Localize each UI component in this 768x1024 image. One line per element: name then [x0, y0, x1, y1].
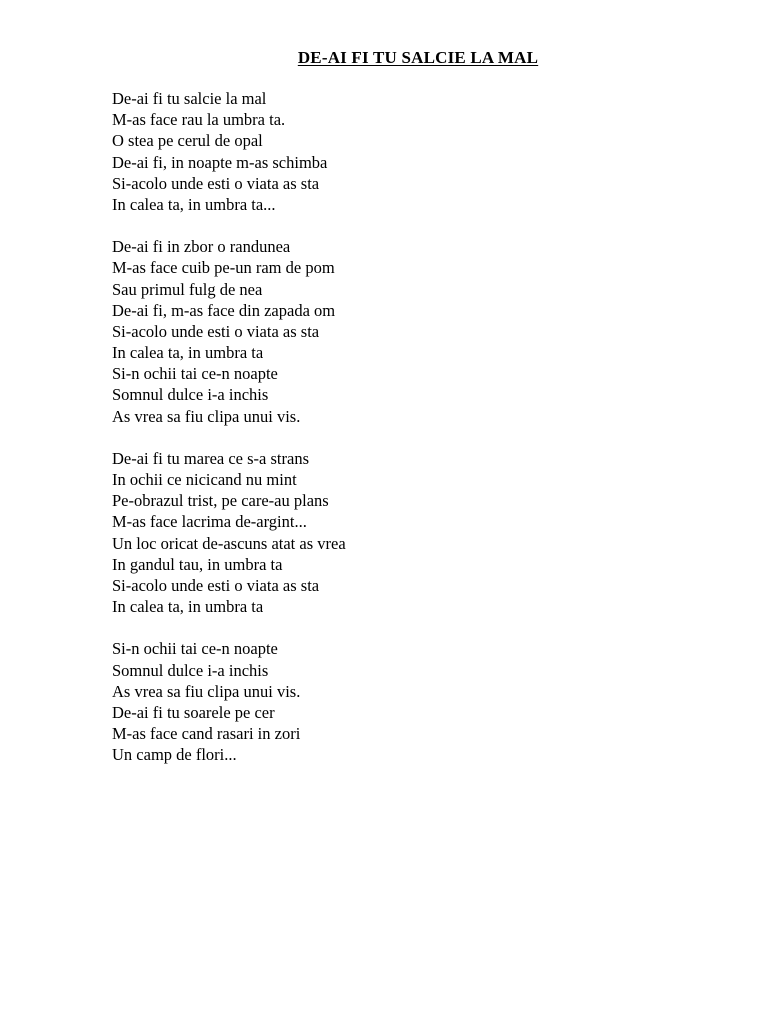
poem-line: In calea ta, in umbra ta	[112, 343, 264, 363]
poem-line: De-ai fi in zbor o randunea	[112, 237, 291, 257]
poem-line: M-as face cuib pe-un ram de pom	[112, 258, 335, 278]
poem-line: Si-n ochii tai ce-n noapte	[112, 639, 278, 659]
poem-line: Somnul dulce i-a inchis	[112, 385, 269, 405]
poem-line: Pe-obrazul trist, pe care-au plans	[112, 491, 329, 511]
poem-line: M-as face lacrima de-argint...	[112, 512, 307, 532]
poem-line: O stea pe cerul de opal	[112, 131, 263, 151]
poem-line: Si-acolo unde esti o viata as sta	[112, 173, 320, 193]
poem-line: M-as face cand rasari in zori	[112, 724, 301, 744]
poem-title: DE-AI FI TU SALCIE LA MAL	[297, 48, 539, 67]
poem-line: As vrea sa fiu clipa unui vis.	[112, 406, 301, 426]
poem-line: In calea ta, in umbra ta	[112, 597, 264, 617]
poem-line: Si-acolo unde esti o viata as sta	[112, 321, 320, 341]
poem-line: Si-n ochii tai ce-n noapte	[112, 364, 278, 384]
poem-line: In ochii ce nicicand nu mint	[112, 470, 297, 489]
stanza-4	[112, 638, 712, 765]
poem-line: De-ai fi tu salcie la mal	[112, 89, 267, 108]
poem-line: Si-acolo unde esti o viata as sta	[112, 575, 320, 595]
poem-line: In gandul tau, in umbra ta	[112, 554, 283, 574]
stanza-3	[112, 448, 712, 618]
poem-line: De-ai fi, in noapte m-as schimba	[112, 152, 328, 172]
poem-line: Sau primul fulg de nea	[112, 279, 263, 299]
poem-line: In calea ta, in umbra ta...	[112, 194, 276, 214]
poem-line: De-ai fi tu marea ce s-a strans	[112, 448, 309, 468]
poem-line: Somnul dulce i-a inchis	[112, 660, 269, 680]
poem-line: Un loc oricat de-ascuns atat as vrea	[112, 533, 346, 553]
poem-body	[112, 88, 712, 786]
stanza-1	[112, 88, 712, 215]
poem-line: De-ai fi, m-as face din zapada om	[112, 300, 336, 320]
poem-line: Un camp de flori...	[112, 745, 237, 765]
stanza-2	[112, 236, 712, 427]
poem-line: M-as face rau la umbra ta.	[112, 110, 286, 130]
poem-line: As vrea sa fiu clipa unui vis.	[112, 681, 301, 701]
poem-line: De-ai fi tu soarele pe cer	[112, 702, 275, 722]
